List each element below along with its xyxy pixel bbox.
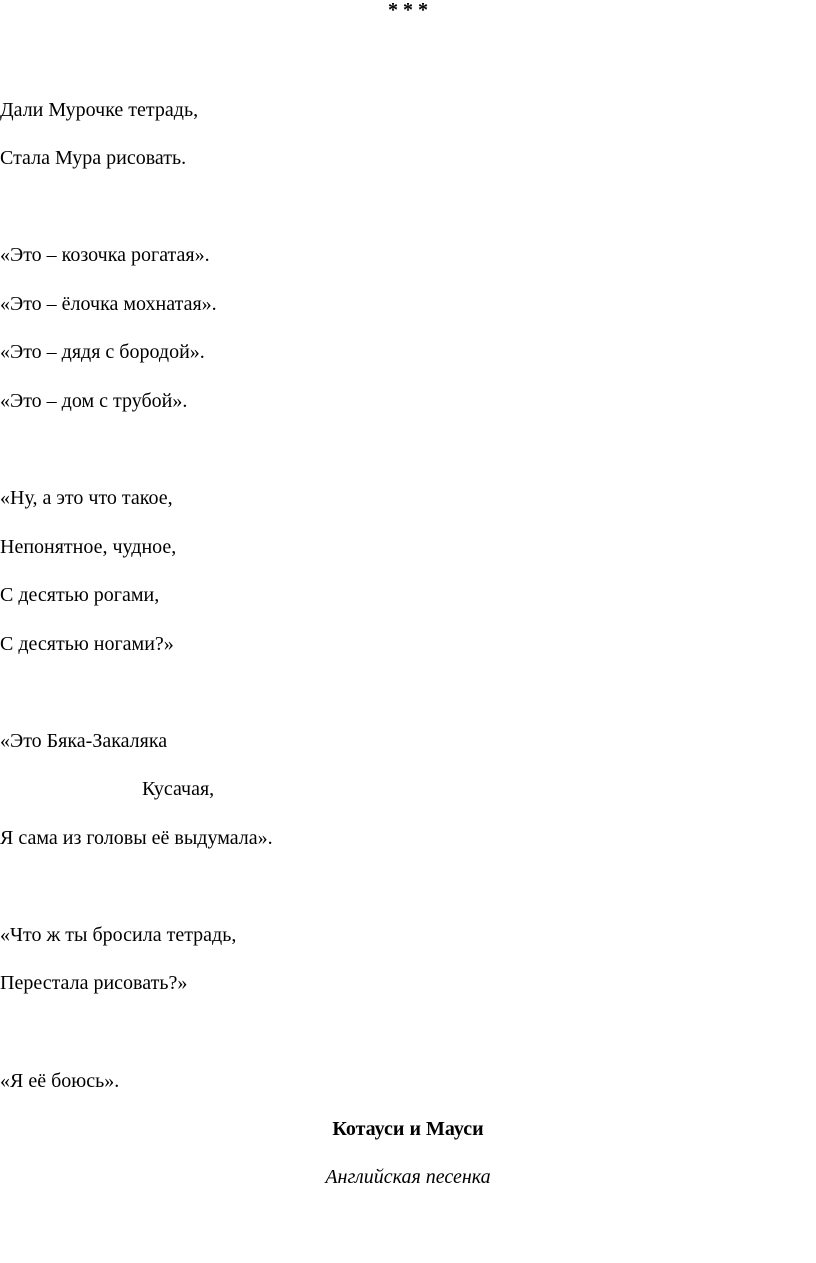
poem-line: Непонятное, чудное, <box>0 536 177 558</box>
poem-line: «Это Бяка-Закаляка <box>0 730 168 752</box>
poem-line: «Я её боюсь». <box>0 1070 120 1092</box>
poem-line: «Это – козочка рогатая». <box>0 244 210 266</box>
poem-line: Дали Мурочке тетрадь, <box>0 99 199 121</box>
separator: * * * <box>388 0 428 21</box>
poem-line-indented: Кусачая, <box>142 778 215 800</box>
poem-line: «Ну, а это что такое, <box>0 487 173 509</box>
poem-line: С десятью ногами?» <box>0 633 174 655</box>
poem-line: Я сама из головы её выдумала». <box>0 827 273 849</box>
poem-line: С десятью рогами, <box>0 584 160 606</box>
poem-line: «Что ж ты бросила тетрадь, <box>0 924 237 946</box>
section-title: Котауси и Мауси <box>332 1118 484 1140</box>
poem-line: «Это – дом с трубой». <box>0 390 188 412</box>
poem-line: Перестала рисовать?» <box>0 972 188 994</box>
section-subtitle: Английская песенка <box>325 1166 491 1188</box>
poem-line: «Это – ёлочка мохнатая». <box>0 293 217 315</box>
poem-line: Стала Мура рисовать. <box>0 147 187 169</box>
poem-line: «Это – дядя с бородой». <box>0 341 205 363</box>
